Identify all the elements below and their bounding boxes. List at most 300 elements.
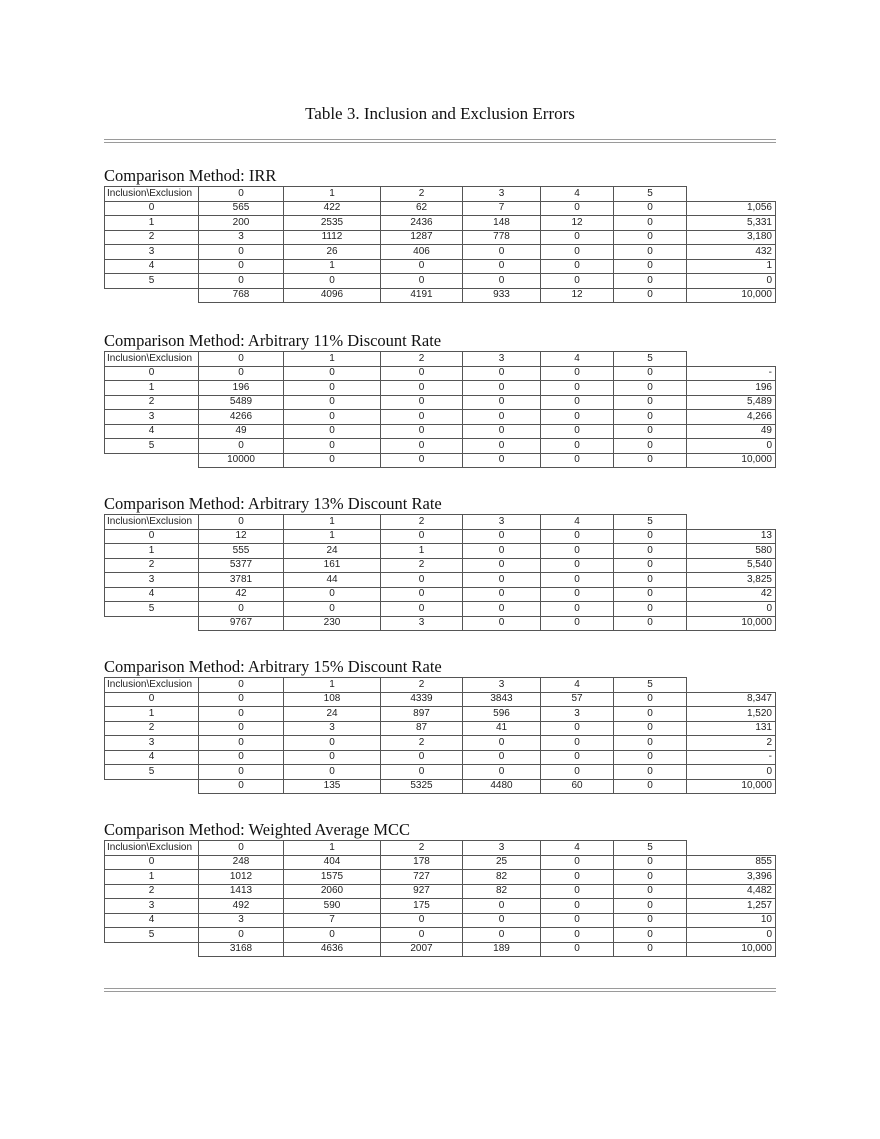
blank-cell	[687, 678, 776, 693]
blank-cell	[105, 453, 199, 468]
table-section	[104, 494, 776, 631]
table-cell: 0	[284, 381, 381, 396]
corner-header: Inclusion\Exclusion	[105, 515, 199, 530]
table-cell: 0	[614, 558, 687, 573]
table-cell: 0	[614, 884, 687, 899]
column-header: 1	[284, 187, 381, 202]
table-cell: 727	[381, 870, 463, 885]
table-cell: 2	[381, 736, 463, 751]
column-header: 5	[614, 841, 687, 856]
table-cell: 0	[614, 230, 687, 245]
table-cell: 42	[199, 587, 284, 602]
column-header: 2	[381, 515, 463, 530]
column-header: 2	[381, 841, 463, 856]
row-total: 855	[687, 855, 776, 870]
row-header: 4	[105, 750, 199, 765]
totals-row	[105, 288, 776, 303]
grand-total: 10,000	[687, 453, 776, 468]
table-cell: 82	[463, 870, 541, 885]
column-total: 230	[284, 616, 381, 631]
row-total: 0	[687, 274, 776, 289]
blank-cell	[687, 841, 776, 856]
table-cell: 0	[614, 439, 687, 454]
table-cell: 196	[199, 381, 284, 396]
totals-row	[105, 779, 776, 794]
row-header: 4	[105, 913, 199, 928]
column-total: 189	[463, 942, 541, 957]
table-cell: 0	[463, 381, 541, 396]
table-row	[105, 587, 776, 602]
table-cell: 0	[381, 750, 463, 765]
table-cell: 1287	[381, 230, 463, 245]
table-cell: 404	[284, 855, 381, 870]
table-cell: 0	[284, 765, 381, 780]
table-cell: 0	[199, 366, 284, 381]
column-total: 10000	[199, 453, 284, 468]
column-total: 0	[541, 453, 614, 468]
row-total: 5,540	[687, 558, 776, 573]
blank-cell	[105, 942, 199, 957]
column-header: 3	[463, 678, 541, 693]
table-cell: 0	[614, 410, 687, 425]
table-cell: 0	[381, 424, 463, 439]
table-cell: 0	[199, 692, 284, 707]
table-cell: 0	[381, 381, 463, 396]
table-cell: 2	[381, 558, 463, 573]
table-cell: 0	[284, 736, 381, 751]
table-cell: 0	[199, 736, 284, 751]
error-matrix-table	[104, 677, 776, 794]
table-cell: 0	[463, 736, 541, 751]
table-cell: 0	[541, 870, 614, 885]
table-cell: 927	[381, 884, 463, 899]
table-cell: 0	[463, 439, 541, 454]
column-header: 4	[541, 187, 614, 202]
table-row	[105, 558, 776, 573]
row-header: 3	[105, 736, 199, 751]
table-cell: 108	[284, 692, 381, 707]
table-cell: 0	[614, 765, 687, 780]
table-cell: 422	[284, 201, 381, 216]
column-header: 0	[199, 352, 284, 367]
column-total: 768	[199, 288, 284, 303]
blank-cell	[687, 352, 776, 367]
table-cell: 0	[381, 366, 463, 381]
column-header: 4	[541, 841, 614, 856]
table-cell: 0	[284, 750, 381, 765]
table-cell: 49	[199, 424, 284, 439]
table-cell: 0	[463, 366, 541, 381]
table-cell: 25	[463, 855, 541, 870]
totals-row	[105, 616, 776, 631]
header-row	[105, 352, 776, 367]
table-section	[104, 166, 776, 303]
row-header: 1	[105, 544, 199, 559]
table-cell: 0	[541, 765, 614, 780]
totals-row	[105, 942, 776, 957]
error-matrix-table	[104, 351, 776, 468]
column-header: 1	[284, 515, 381, 530]
table-cell: 7	[284, 913, 381, 928]
table-cell: 0	[614, 424, 687, 439]
row-total: 131	[687, 721, 776, 736]
column-header: 5	[614, 352, 687, 367]
row-header: 2	[105, 721, 199, 736]
row-header: 4	[105, 424, 199, 439]
row-total: 3,825	[687, 573, 776, 588]
table-cell: 3	[284, 721, 381, 736]
table-row	[105, 230, 776, 245]
table-cell: 24	[284, 707, 381, 722]
table-cell: 1012	[199, 870, 284, 885]
row-total: 1	[687, 259, 776, 274]
column-header: 1	[284, 352, 381, 367]
table-cell: 555	[199, 544, 284, 559]
table-cell: 0	[541, 395, 614, 410]
table-cell: 3	[199, 230, 284, 245]
row-header: 1	[105, 707, 199, 722]
table-row	[105, 216, 776, 231]
table-caption: Comparison Method: IRR	[104, 166, 277, 185]
table-cell: 596	[463, 707, 541, 722]
table-cell: 62	[381, 201, 463, 216]
row-header: 3	[105, 899, 199, 914]
table-row	[105, 544, 776, 559]
page-title: Table 3. Inclusion and Exclusion Errors	[305, 104, 575, 123]
table-cell: 0	[614, 928, 687, 943]
table-row	[105, 274, 776, 289]
table-cell: 0	[463, 765, 541, 780]
table-cell: 87	[381, 721, 463, 736]
column-total: 12	[541, 288, 614, 303]
row-header: 5	[105, 602, 199, 617]
row-header: 3	[105, 573, 199, 588]
corner-header: Inclusion\Exclusion	[105, 187, 199, 202]
row-total: 2	[687, 736, 776, 751]
table-cell: 26	[284, 245, 381, 260]
row-total: 1,056	[687, 201, 776, 216]
column-header: 0	[199, 515, 284, 530]
row-total: 0	[687, 928, 776, 943]
table-cell: 0	[381, 913, 463, 928]
table-cell: 41	[463, 721, 541, 736]
column-header: 2	[381, 352, 463, 367]
column-header: 0	[199, 678, 284, 693]
table-row	[105, 381, 776, 396]
row-total: 0	[687, 439, 776, 454]
table-cell: 0	[199, 928, 284, 943]
column-total: 0	[463, 453, 541, 468]
table-cell: 1	[284, 529, 381, 544]
table-cell: 2060	[284, 884, 381, 899]
table-cell: 565	[199, 201, 284, 216]
column-header: 4	[541, 515, 614, 530]
column-total: 0	[614, 779, 687, 794]
column-total: 3168	[199, 942, 284, 957]
column-header: 4	[541, 678, 614, 693]
table-caption: Comparison Method: Weighted Average MCC	[104, 820, 411, 839]
column-total: 2007	[381, 942, 463, 957]
table-row	[105, 529, 776, 544]
row-total: 580	[687, 544, 776, 559]
row-total: 0	[687, 602, 776, 617]
table-cell: 0	[614, 707, 687, 722]
corner-header: Inclusion\Exclusion	[105, 678, 199, 693]
row-header: 0	[105, 366, 199, 381]
table-cell: 0	[284, 587, 381, 602]
corner-header: Inclusion\Exclusion	[105, 352, 199, 367]
column-total: 4636	[284, 942, 381, 957]
header-row	[105, 187, 776, 202]
table-cell: 57	[541, 692, 614, 707]
table-cell: 0	[614, 274, 687, 289]
table-cell: 5489	[199, 395, 284, 410]
table-cell: 248	[199, 855, 284, 870]
row-total: 10	[687, 913, 776, 928]
grand-total: 10,000	[687, 616, 776, 631]
table-cell: 161	[284, 558, 381, 573]
column-total: 0	[614, 453, 687, 468]
blank-cell	[687, 515, 776, 530]
table-cell: 0	[284, 395, 381, 410]
table-cell: 0	[541, 899, 614, 914]
table-cell: 1413	[199, 884, 284, 899]
row-header: 5	[105, 928, 199, 943]
table-cell: 12	[541, 216, 614, 231]
table-cell: 0	[199, 765, 284, 780]
row-total: 4,266	[687, 410, 776, 425]
table-cell: 0	[614, 587, 687, 602]
table-cell: 2535	[284, 216, 381, 231]
table-cell: 0	[614, 736, 687, 751]
table-cell: 0	[199, 245, 284, 260]
column-total: 0	[541, 942, 614, 957]
table-cell: 0	[284, 410, 381, 425]
table-cell: 1575	[284, 870, 381, 885]
table-caption: Comparison Method: Arbitrary 11% Discount Rate	[104, 331, 442, 350]
table-cell: 0	[381, 928, 463, 943]
column-header: 2	[381, 187, 463, 202]
table-cell: 12	[199, 529, 284, 544]
table-cell: 0	[614, 573, 687, 588]
table-cell: 778	[463, 230, 541, 245]
table-cell: 0	[541, 366, 614, 381]
table-cell: 0	[541, 245, 614, 260]
table-row	[105, 855, 776, 870]
table-cell: 0	[199, 439, 284, 454]
table-row	[105, 410, 776, 425]
row-total: 1,257	[687, 899, 776, 914]
table-cell: 1	[381, 544, 463, 559]
table-cell: 2436	[381, 216, 463, 231]
column-header: 5	[614, 515, 687, 530]
table-cell: 0	[381, 602, 463, 617]
grand-total: 10,000	[687, 288, 776, 303]
table-cell: 0	[463, 558, 541, 573]
row-header: 5	[105, 274, 199, 289]
table-row	[105, 884, 776, 899]
table-cell: 1	[284, 259, 381, 274]
table-row	[105, 736, 776, 751]
table-row	[105, 573, 776, 588]
row-total: 1,520	[687, 707, 776, 722]
column-total: 3	[381, 616, 463, 631]
table-cell: 200	[199, 216, 284, 231]
row-header: 1	[105, 381, 199, 396]
table-cell: 0	[614, 245, 687, 260]
row-total: 13	[687, 529, 776, 544]
table-cell: 406	[381, 245, 463, 260]
table-row	[105, 928, 776, 943]
row-header: 5	[105, 439, 199, 454]
blank-cell	[105, 779, 199, 794]
table-cell: 0	[463, 274, 541, 289]
table-cell: 0	[381, 439, 463, 454]
table-section	[104, 820, 776, 957]
table-row	[105, 366, 776, 381]
table-caption: Comparison Method: Arbitrary 13% Discount Rate	[104, 494, 442, 513]
row-header: 4	[105, 259, 199, 274]
table-row	[105, 765, 776, 780]
table-cell: 5377	[199, 558, 284, 573]
table-cell: 24	[284, 544, 381, 559]
table-cell: 7	[463, 201, 541, 216]
table-cell: 175	[381, 899, 463, 914]
row-header: 0	[105, 201, 199, 216]
table-cell: 0	[463, 245, 541, 260]
table-cell: 0	[541, 587, 614, 602]
row-total: 8,347	[687, 692, 776, 707]
table-cell: 0	[541, 259, 614, 274]
row-header: 2	[105, 395, 199, 410]
row-header: 0	[105, 529, 199, 544]
table-cell: 492	[199, 899, 284, 914]
table-row	[105, 692, 776, 707]
table-cell: 0	[614, 259, 687, 274]
table-cell: 0	[381, 529, 463, 544]
table-cell: 0	[541, 439, 614, 454]
table-cell: 0	[463, 529, 541, 544]
table-cell: 0	[614, 855, 687, 870]
row-total: -	[687, 366, 776, 381]
row-header: 1	[105, 216, 199, 231]
row-header: 1	[105, 870, 199, 885]
table-cell: 0	[614, 750, 687, 765]
column-total: 0	[614, 942, 687, 957]
table-cell: 0	[284, 424, 381, 439]
table-cell: 0	[463, 750, 541, 765]
column-total: 4096	[284, 288, 381, 303]
table-cell: 0	[614, 544, 687, 559]
column-header: 1	[284, 678, 381, 693]
table-cell: 0	[541, 410, 614, 425]
table-cell: 0	[199, 721, 284, 736]
grand-total: 10,000	[687, 779, 776, 794]
table-cell: 0	[541, 558, 614, 573]
table-cell: 0	[381, 587, 463, 602]
table-cell: 0	[614, 692, 687, 707]
table-cell: 0	[199, 602, 284, 617]
row-header: 5	[105, 765, 199, 780]
table-cell: 0	[541, 855, 614, 870]
table-row	[105, 707, 776, 722]
table-cell: 0	[463, 395, 541, 410]
table-cell: 0	[614, 870, 687, 885]
column-header: 3	[463, 187, 541, 202]
row-total: 3,396	[687, 870, 776, 885]
table-row	[105, 750, 776, 765]
table-row	[105, 395, 776, 410]
table-cell: 0	[541, 544, 614, 559]
table-cell: 0	[284, 928, 381, 943]
table-cell: 0	[463, 544, 541, 559]
table-cell: 0	[463, 913, 541, 928]
column-header: 0	[199, 841, 284, 856]
row-total: 5,489	[687, 395, 776, 410]
table-cell: 0	[381, 765, 463, 780]
table-section	[104, 331, 776, 468]
table-cell: 178	[381, 855, 463, 870]
table-cell: 82	[463, 884, 541, 899]
row-total: 0	[687, 765, 776, 780]
table-cell: 0	[541, 884, 614, 899]
corner-header: Inclusion\Exclusion	[105, 841, 199, 856]
table-row	[105, 899, 776, 914]
header-row	[105, 841, 776, 856]
table-cell: 0	[284, 274, 381, 289]
column-header: 0	[199, 187, 284, 202]
column-total: 0	[284, 453, 381, 468]
table-cell: 0	[381, 274, 463, 289]
table-row	[105, 602, 776, 617]
table-cell: 148	[463, 216, 541, 231]
table-cell: 0	[541, 230, 614, 245]
table-cell: 0	[541, 602, 614, 617]
row-total: 4,482	[687, 884, 776, 899]
row-total: 49	[687, 424, 776, 439]
column-total: 0	[614, 616, 687, 631]
table-cell: 1112	[284, 230, 381, 245]
table-cell: 0	[463, 587, 541, 602]
table-cell: 3781	[199, 573, 284, 588]
table-section	[104, 657, 776, 794]
column-header: 3	[463, 841, 541, 856]
table-caption: Comparison Method: Arbitrary 15% Discount Rate	[104, 657, 442, 676]
column-header: 2	[381, 678, 463, 693]
table-row	[105, 245, 776, 260]
row-header: 0	[105, 692, 199, 707]
column-total: 0	[463, 616, 541, 631]
table-cell: 0	[284, 439, 381, 454]
table-cell: 4339	[381, 692, 463, 707]
table-cell: 4266	[199, 410, 284, 425]
table-row	[105, 439, 776, 454]
row-total: 3,180	[687, 230, 776, 245]
column-header: 3	[463, 352, 541, 367]
column-header: 5	[614, 187, 687, 202]
table-cell: 0	[199, 274, 284, 289]
table-cell: 3843	[463, 692, 541, 707]
column-header: 3	[463, 515, 541, 530]
row-header: 4	[105, 587, 199, 602]
table-cell: 0	[463, 410, 541, 425]
table-row	[105, 913, 776, 928]
column-total: 4191	[381, 288, 463, 303]
table-row	[105, 424, 776, 439]
column-total: 0	[199, 779, 284, 794]
table-row	[105, 201, 776, 216]
column-header: 5	[614, 678, 687, 693]
